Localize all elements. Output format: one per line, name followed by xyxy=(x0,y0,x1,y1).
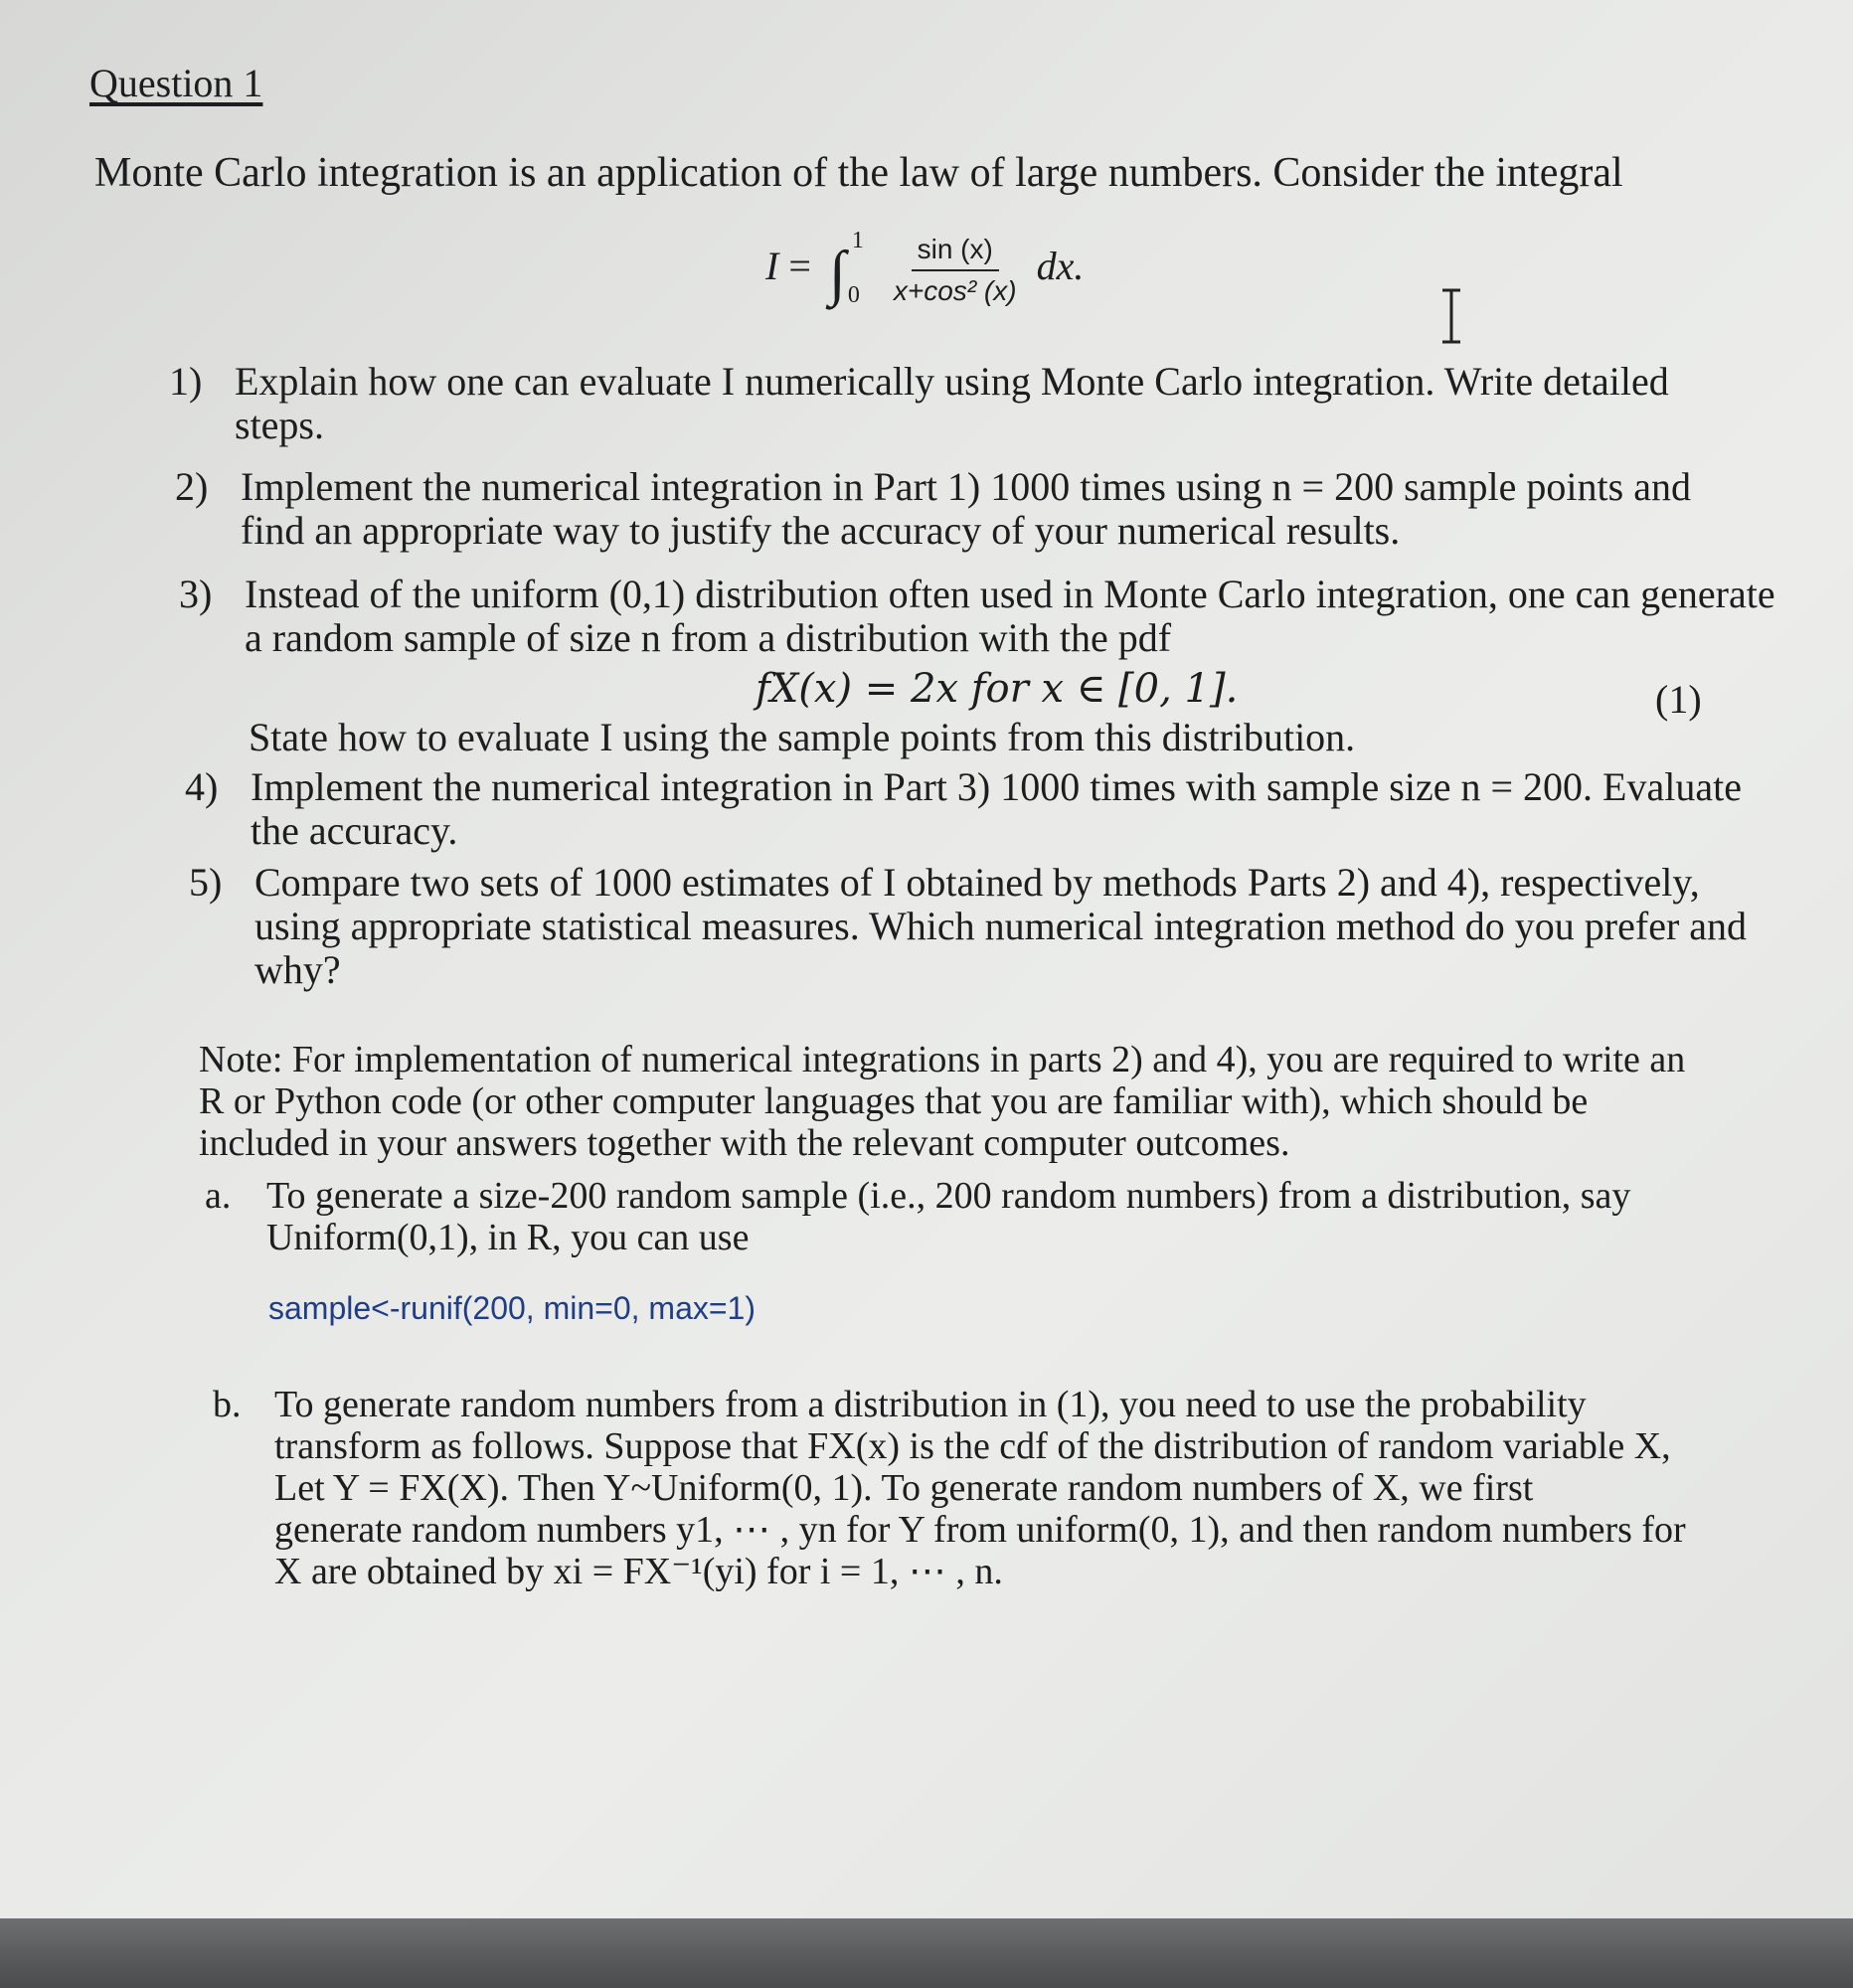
list-item-line: the accuracy. xyxy=(251,808,458,853)
list-item-number: 3) xyxy=(179,572,213,616)
integral-suffix: dx. xyxy=(1036,244,1085,289)
list-item-line: Explain how one can evaluate I numerically using Monte Carlo integration. Write detailed xyxy=(235,359,1669,404)
r-code-snippet: sample<-runif(200, min=0, max=1) xyxy=(268,1290,756,1326)
subitem-line: X are obtained by xi = FX⁻¹(yi) for i = 1, ⋯ , n. xyxy=(274,1551,1003,1592)
list-item-number: 4) xyxy=(185,764,219,809)
integral-equals: = xyxy=(788,244,811,289)
integral-lower-limit: 0 xyxy=(847,282,860,309)
note-paragraph xyxy=(199,1039,1685,1164)
pdf-equation: fX(x) = 2x for x ∈ [0, 1]. xyxy=(756,666,1239,712)
integrand-numerator: sin (x) xyxy=(912,234,999,271)
note-line: Note: For implementation of numerical integrations in parts 2) and 4), you are required to write an xyxy=(199,1039,1686,1080)
list-item-5 xyxy=(189,860,1748,992)
list-item-line: find an appropriate way to justify the accuracy of your numerical results. xyxy=(241,508,1401,553)
note-subitem-a xyxy=(205,1175,1631,1258)
integral-equation xyxy=(765,228,1085,309)
subitem-label: b. xyxy=(213,1384,242,1425)
list-item-line: why? xyxy=(254,947,341,992)
list-item-number: 5) xyxy=(189,860,223,905)
integrand-fraction xyxy=(888,234,1023,307)
subitem-line: transform as follows. Suppose that FX(x) is the cdf of the distribution of random variable X, xyxy=(274,1425,1671,1467)
text-cursor-icon xyxy=(1436,286,1466,346)
list-item-line: a random sample of size n from a distribution with the pdf xyxy=(245,615,1172,660)
list-item-line: steps. xyxy=(235,403,324,447)
list-item-3 xyxy=(179,572,1775,660)
list-item-line: Instead of the uniform (0,1) distribution often used in Monte Carlo integration, one can generate xyxy=(245,572,1775,616)
list-item-line: using appropriate statistical measures. Which numerical integration method do you prefer and xyxy=(254,904,1748,948)
list-item-number: 1) xyxy=(169,359,203,404)
list-item-number: 2) xyxy=(175,464,209,509)
subitem-line: To generate random numbers from a distribution in (1), you need to use the probability xyxy=(274,1384,1587,1425)
list-item-4 xyxy=(185,764,1742,853)
list-item-1 xyxy=(169,359,1669,447)
note-subitem-b xyxy=(213,1384,1686,1592)
monitor-bezel xyxy=(0,1918,1853,1988)
subitem-line: Let Y = FX(X). Then Y~Uniform(0, 1). To generate random numbers of X, we first xyxy=(274,1467,1534,1509)
list-item-2 xyxy=(175,464,1691,553)
question-heading: Question 1 xyxy=(89,61,263,105)
note-line: included in your answers together with the relevant computer outcomes. xyxy=(199,1122,1290,1164)
subitem-line: To generate a size-200 random sample (i.e., 200 random numbers) from a distribution, say xyxy=(266,1175,1631,1217)
subitem-line: generate random numbers y1, ⋯ , yn for Y from uniform(0, 1), and then random numbers for xyxy=(274,1509,1686,1551)
list-item-line: Compare two sets of 1000 estimates of I obtained by methods Parts 2) and 4), respectively, xyxy=(254,860,1700,905)
integral-upper-limit: 1 xyxy=(851,228,864,254)
list-item-3-continued xyxy=(249,716,1355,759)
integral-limits xyxy=(847,228,874,309)
intro-text: Monte Carlo integration is an application of the law of large numbers. Consider the integral xyxy=(94,150,1623,196)
note-line: R or Python code (or other computer languages that you are familiar with), which should be xyxy=(199,1080,1589,1122)
integrand-denominator: x+cos² (x) xyxy=(893,275,1017,306)
subitem-label: a. xyxy=(205,1175,232,1217)
pdf-equation-tag: (1) xyxy=(1655,677,1702,722)
integral-lhs: I xyxy=(765,244,779,289)
list-item-line: Implement the numerical integration in Part 1) 1000 times using n = 200 sample points and xyxy=(241,464,1691,509)
list-item-line: State how to evaluate I using the sample points from this distribution. xyxy=(249,715,1356,759)
integral-sign: ∫ xyxy=(828,240,846,308)
subitem-line: Uniform(0,1), in R, you can use xyxy=(266,1217,750,1258)
list-item-line: Implement the numerical integration in Part 3) 1000 times with sample size n = 200. Evaluate xyxy=(251,764,1742,809)
